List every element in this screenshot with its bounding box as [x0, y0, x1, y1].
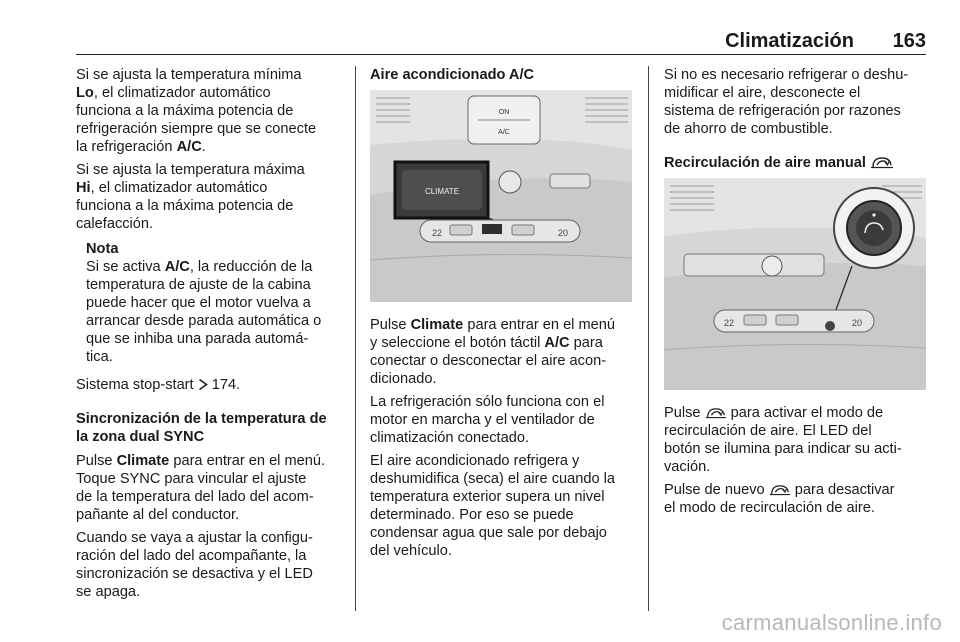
note-title: Nota	[86, 241, 119, 257]
column-1	[76, 66, 346, 606]
paragraph: Si no es necesario refrigerar o deshu- midificar el aire, desconecte el sistema de refrigeración por razones de ahorro de combustible.	[664, 67, 909, 137]
recirculation-icon	[705, 406, 727, 419]
page-number: 163	[892, 30, 926, 52]
recirculation-figure	[664, 178, 926, 390]
paragraph: Pulse Climate para entrar en el menú. Toque SYNC para vincular el ajuste de la temperatura del lado del acom- pañante al del conductor.	[76, 453, 326, 523]
column-divider	[355, 66, 356, 611]
reference-arrow-icon	[198, 378, 208, 391]
paragraph: Pulse Climate para entrar en el menú y seleccione el botón táctil A/C para conectar o desconectar el aire acon- dicionado.	[370, 317, 615, 387]
column-2	[370, 66, 640, 565]
recirculation-icon	[769, 483, 791, 496]
watermark: carmanualsonline.info	[721, 610, 942, 635]
paragraph: Pulse de nuevo para desactivar el modo de recirculación de aire.	[664, 482, 895, 516]
ac-label: A/C	[498, 129, 510, 136]
temp-right: 20	[852, 318, 863, 328]
section-heading: Sincronización de la temperatura de la zona dual SYNC	[76, 411, 327, 445]
paragraph: Si se ajusta la temperatura mínima Lo, el climatizador automático funciona a la máxima potencia de refrigeración siempre que se conecte la refrigeración A/C.	[76, 67, 317, 155]
section-heading: Recirculación de aire manual	[664, 154, 934, 172]
column-3	[664, 66, 934, 522]
cross-reference[interactable]: Sistema stop-start 174.	[76, 377, 241, 393]
temp-right: 20	[558, 228, 569, 238]
page-header	[76, 30, 926, 55]
paragraph: La refrigeración sólo funciona con el motor en marcha y el ventilador de climatización conectado.	[370, 394, 605, 446]
paragraph: Si se ajusta la temperatura máxima Hi, el climatizador automático funciona a la máxima potencia de calefacción.	[76, 162, 305, 232]
temp-left: 22	[432, 228, 443, 238]
note-box: Nota Si se activa A/C, la reducción de la temperatura de ajuste de la cabina puede hacer que el motor vuelva a arrancar desde parada automática o que se inhiba una parada automá- tica.	[86, 240, 346, 366]
section-heading: Aire acondicionado A/C	[370, 67, 535, 83]
paragraph: Pulse para activar el modo de recirculación de aire. El LED del botón se ilumina para indicar su acti- vación.	[664, 405, 902, 475]
on-label: ON	[498, 109, 510, 116]
section-title: Climatización	[725, 30, 854, 52]
climate-label: CLIMATE	[424, 187, 460, 196]
paragraph: Cuando se vaya a ajustar la configu- ración del lado del acompañante, la sincronización se desactiva y el LED se apaga.	[76, 530, 313, 600]
temp-left: 22	[724, 318, 735, 328]
recirculation-icon	[870, 155, 894, 169]
climate-control-figure	[370, 90, 632, 302]
paragraph: El aire acondicionado refrigera y deshumidifica (seca) el aire cuando la temperatura exterior supera un nivel determinado. Por eso se puede condensar agua que sale por debajo del vehículo.	[370, 453, 615, 559]
column-divider	[648, 66, 649, 611]
